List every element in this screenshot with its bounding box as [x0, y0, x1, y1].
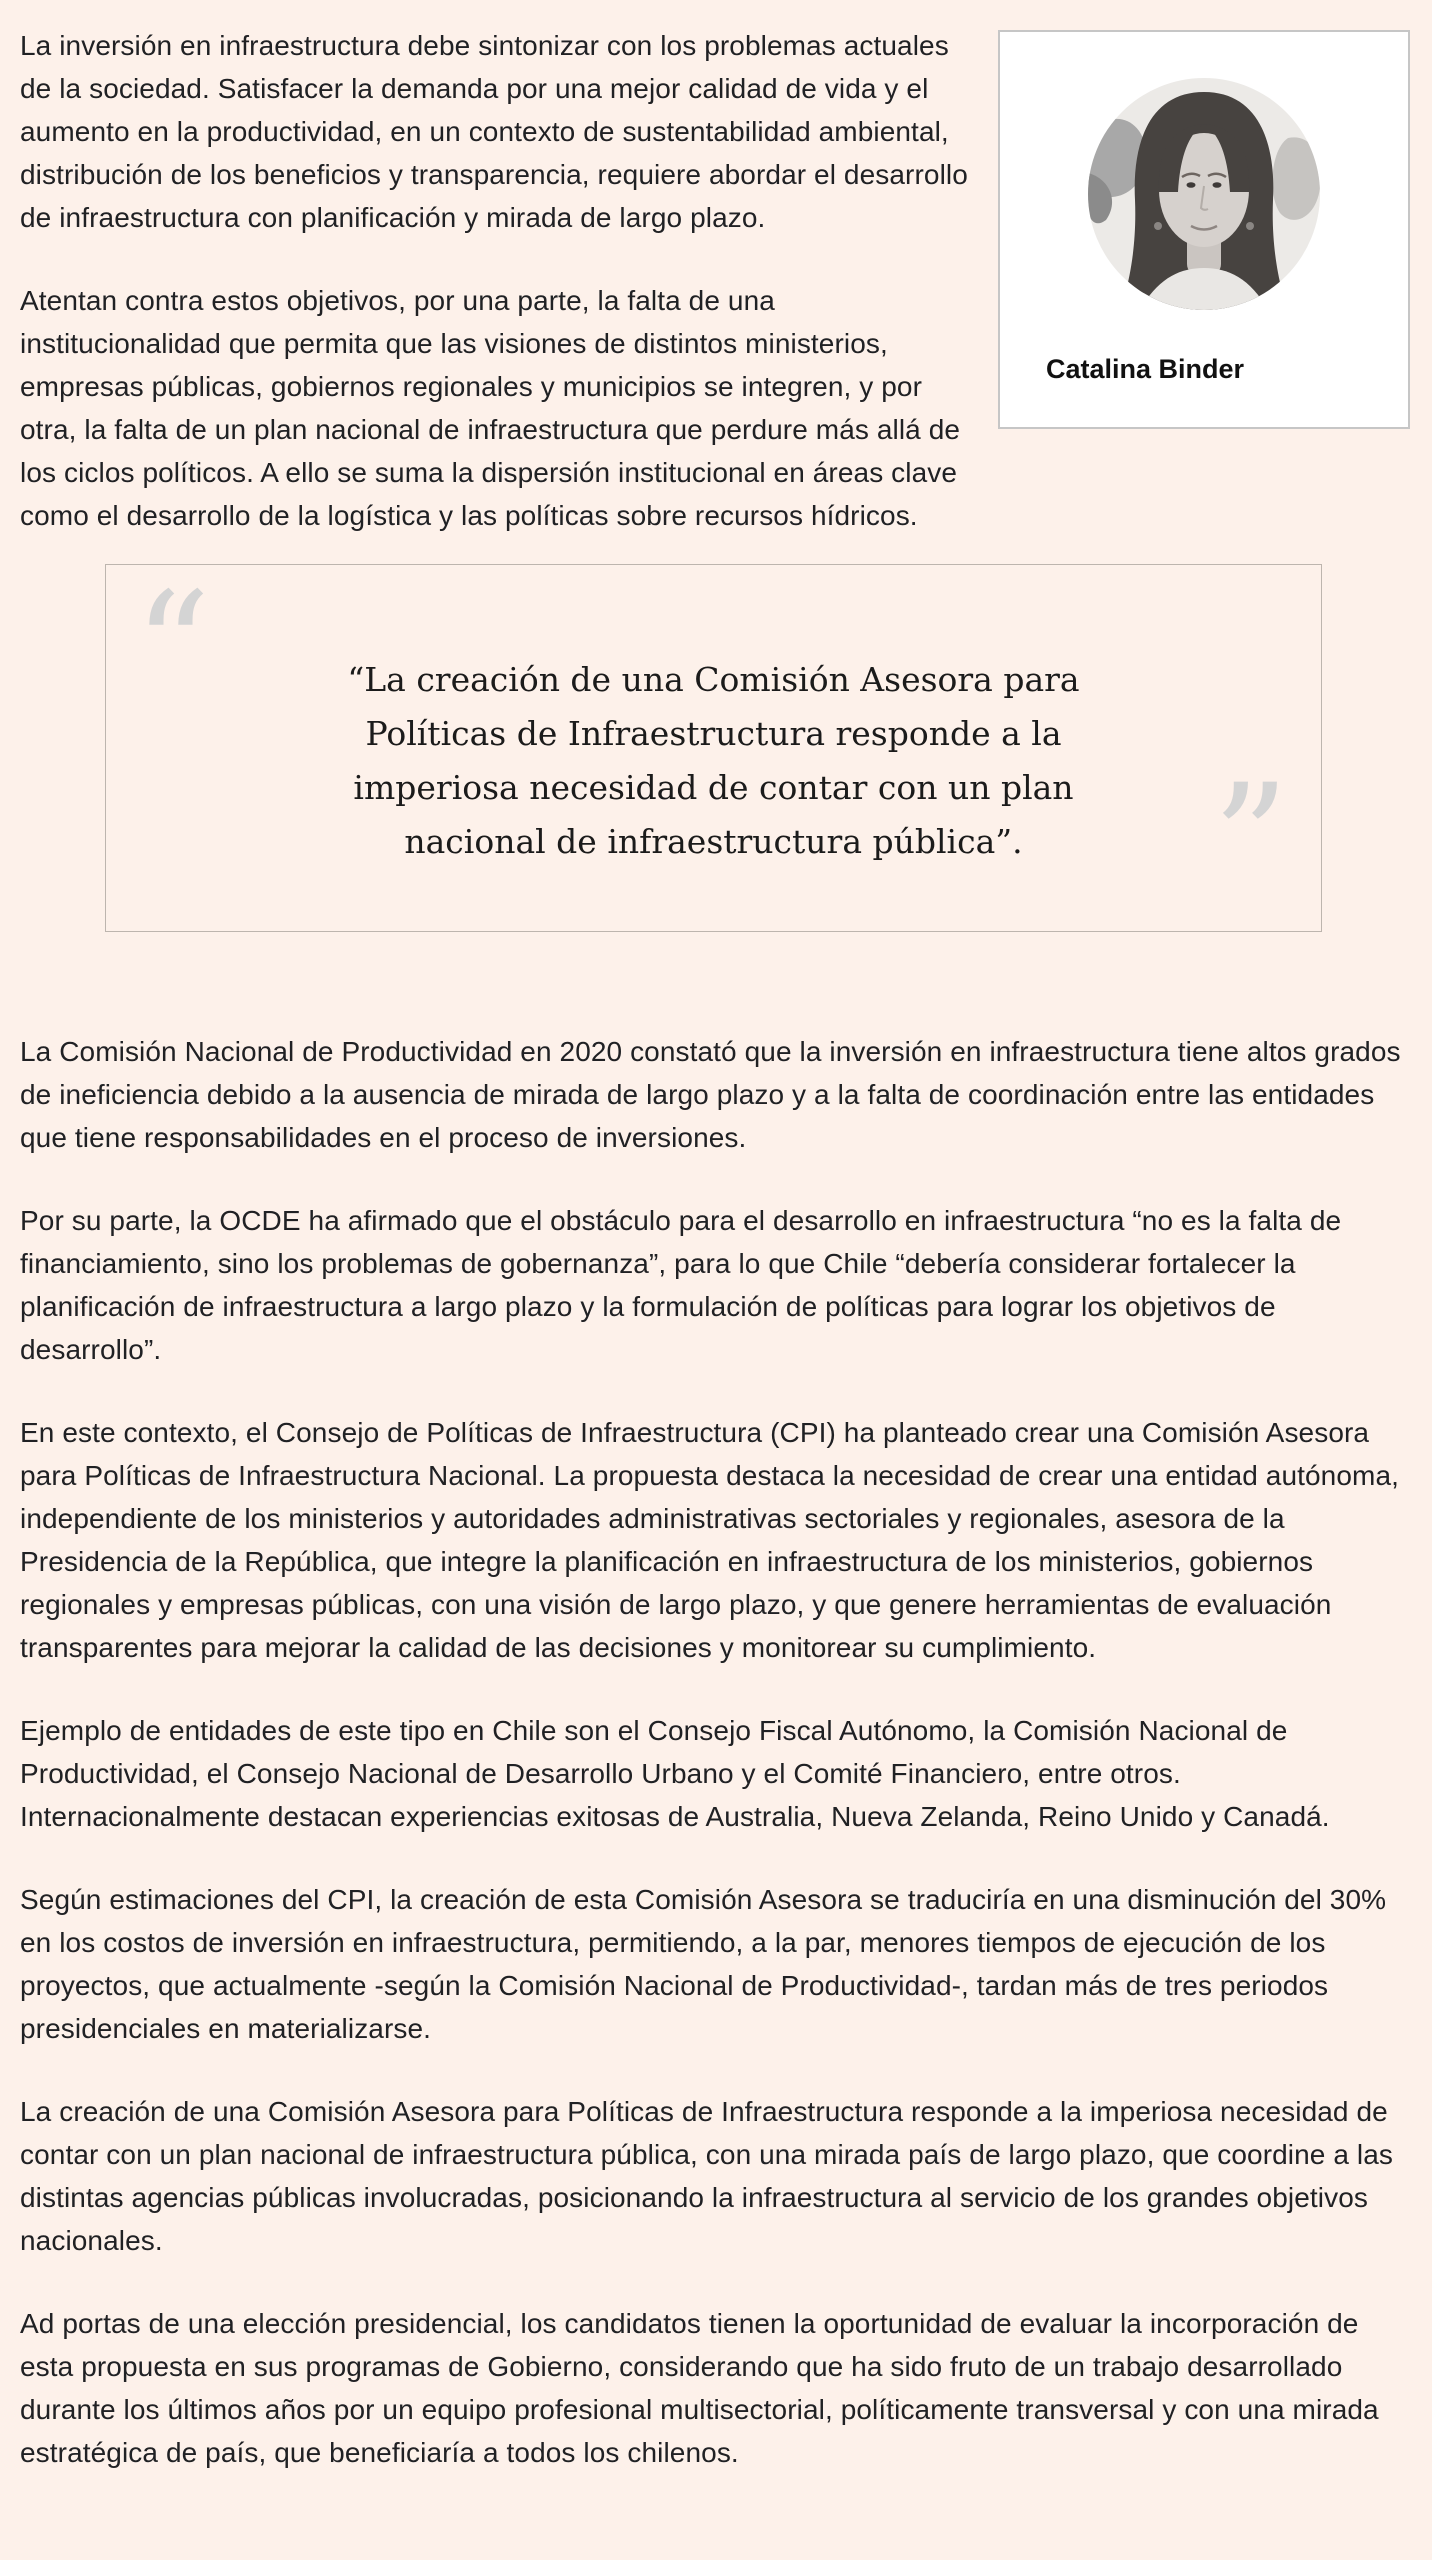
paragraph-body-3: En este contexto, el Consejo de Políticas de Infraestructura (CPI) ha planteado crear una Comisión Asesora para Políticas de Infraestructura Nacional. La propuesta destaca la necesidad de crear una entidad autónoma, independiente de los ministerios y autoridades administrativas sectoriales y regionales, asesora de la Presidencia de la República, que integre la planificación en infraestructura de los ministerios, gobiernos regionales y empresas públicas, con una visión de largo plazo, y que genere herramientas de evaluación transparentes para mejorar la calidad de las decisiones y monitorear su cumplimiento. [20, 1417, 1399, 1663]
paragraph-intro-2: Atentan contra estos objetivos, por una parte, la falta de una institucionalidad que permita que las visiones de distintos ministerios, empresas públicas, gobiernos regionales y municipios se integren, y por otra, la falta de un plan nacional de infraestructura que perdure más allá de los ciclos políticos. A ello se suma la dispersión institucional en áreas clave como el desarrollo de la logística y las políticas sobre recursos hídricos. [20, 285, 961, 531]
paragraph-body-5: Según estimaciones del CPI, la creación de esta Comisión Asesora se traduciría en una disminución del 30% en los costos de inversión en infraestructura, permitiendo, a la par, menores tiempos de ejecución de los proyectos, que actualmente -según la Comisión Nacional de Productividad-, tardan más de tres periodos presidenciales en materializarse. [20, 1884, 1387, 2044]
pull-quote-text: “La creación de una Comisión Asesora para Políticas de Infraestructura responde a la imperiosa necesidad de contar con un plan nacional de infraestructura pública”. [347, 660, 1080, 861]
pull-quote-box [105, 561, 1322, 932]
paragraph-body-4: Ejemplo de entidades de este tipo en Chile son el Consejo Fiscal Autónomo, la Comisión Nacional de Productividad, el Consejo Nacional de Desarrollo Urbano y el Comité Financiero, entre otros. Internacionalmente destacan experiencias exitosas de Australia, Nueva Zelanda, Reino Unido y Canadá. [20, 1715, 1330, 1832]
paragraph-body-6: La creación de una Comisión Asesora para Políticas de Infraestructura responde a la imperiosa necesidad de contar con un plan nacional de infraestructura pública, con una mirada país de largo plazo, que coordine a las distintas agencias públicas involucradas, posicionando la infraestructura al servicio de los grandes objetivos nacionales. [20, 2096, 1393, 2256]
author-name: Catalina Binder [1046, 354, 1245, 384]
open-quote-icon: “ [134, 561, 211, 735]
paragraph-body-2: Por su parte, la OCDE ha afirmado que el obstáculo para el desarrollo en infraestructura “no es la falta de financiamiento, sino los problemas de gobernanza”, para lo que Chile “debería considerar fortalecer la planificación de infraestructura a largo plazo y la formulación de políticas para lograr los objetivos de desarrollo”. [20, 1205, 1342, 1365]
close-quote-icon: ” [1212, 753, 1289, 927]
portrait-photo [1088, 78, 1320, 310]
paragraph-intro-1: La inversión en infraestructura debe sintonizar con los problemas actuales de la sociedad. Satisfacer la demanda por una mejor calidad de vida y el aumento en la productividad, en un contexto de sustentabilidad ambiental, distribución de los beneficios y transparencia, requiere abordar el desarrollo de infraestructura con planificación y mirada de largo plazo. [20, 30, 968, 233]
paragraph-body-1: La Comisión Nacional de Productividad en 2020 constató que la inversión en infraestructura tiene altos grados de ineficiencia debido a la ausencia de mirada de largo plazo y a la falta de coordinación entre las entidades que tiene responsabilidades en el proceso de inversiones. [20, 1036, 1401, 1153]
paragraph-body-7: Ad portas de una elección presidencial, los candidatos tienen la oportunidad de evaluar la incorporación de esta propuesta en sus programas de Gobierno, considerando que ha sido fruto de un trabajo desarrollado durante los últimos años por un equipo profesional multisectorial, políticamente transversal y con una mirada estratégica de país, que beneficiaría a todos los chilenos. [20, 2308, 1379, 2468]
author-card [998, 30, 1410, 429]
